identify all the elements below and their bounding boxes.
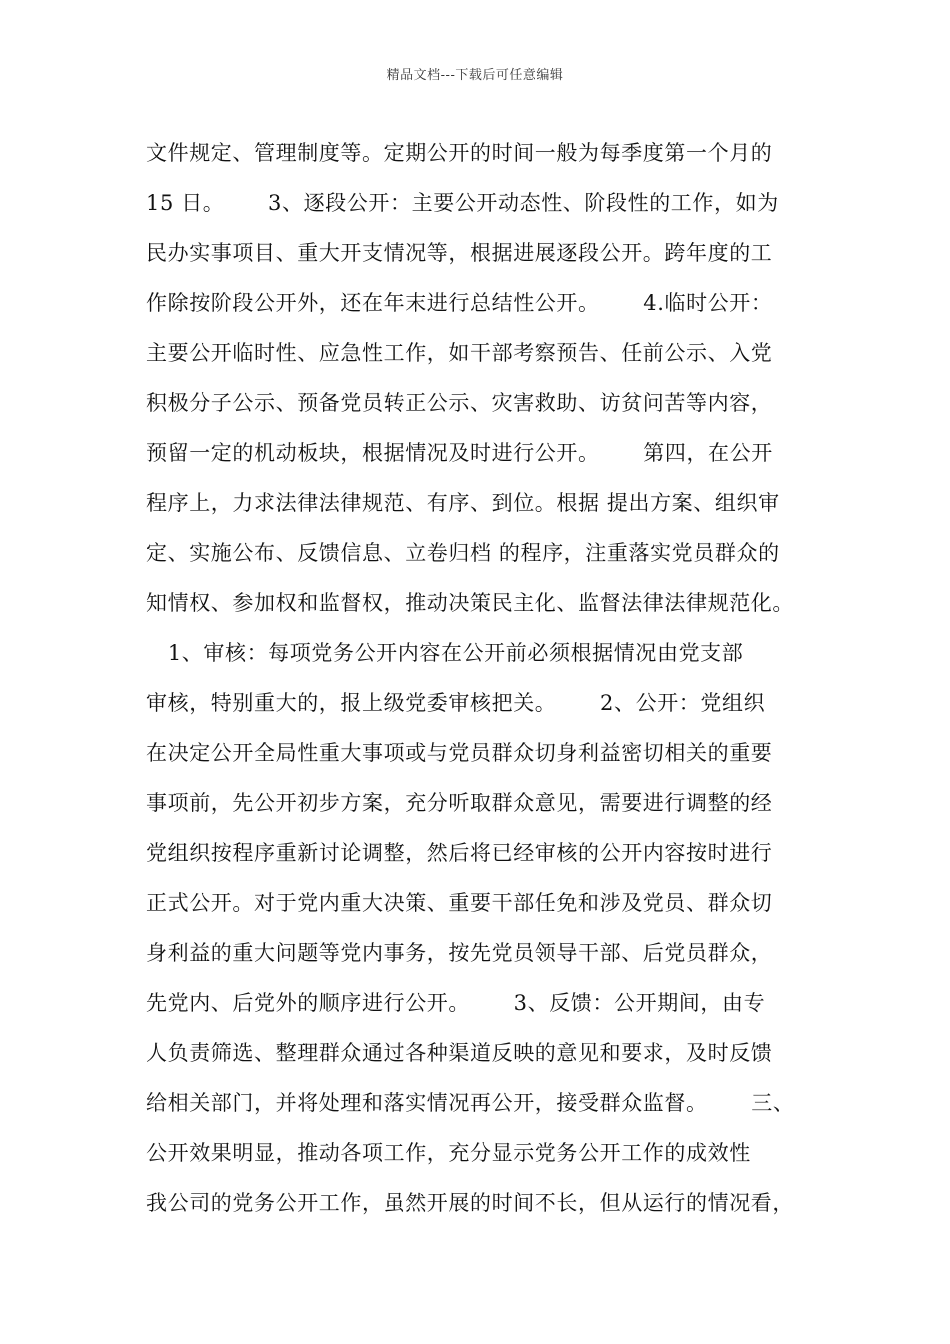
text-line: 主要公开临时性、应急性工作，如干部考察预告、任前公示、入党 <box>146 341 773 365</box>
text-line: 正式公开。对于党内重大决策、重要干部任免和涉及党员、群众切 <box>146 891 773 915</box>
text-line: 在决定公开全局性重大事项或与党员群众切身利益密切相关的重要 <box>146 741 773 765</box>
text-line: 定、实施公布、反馈信息、立卷归档 的程序，注重落实党员群众的 <box>146 541 780 565</box>
text-line: 党组织按程序重新讨论调整，然后将已经审核的公开内容按时进行 <box>146 841 773 865</box>
text-line: 公开效果明显，推动各项工作，充分显示党务公开工作的成效性 <box>146 1141 751 1165</box>
text-line: 给相关部门，并将处理和落实情况再公开，接受群众监督。 三、 <box>146 1091 795 1115</box>
text-line: 预留一定的机动板块，根据情况及时进行公开。 第四，在公开 <box>146 441 773 465</box>
text-line: 15 日。 3、逐段公开：主要公开动态性、阶段性的工作，如为 <box>146 191 779 215</box>
text-line: 我公司的党务公开工作，虽然开展的时间不长，但从运行的情况看， <box>146 1191 794 1215</box>
text-line: 1、审核：每项党务公开内容在公开前必须根据情况由党支部 <box>146 641 744 665</box>
page-header: 精品文档---下载后可任意编辑 <box>386 68 564 83</box>
text-line: 积极分子公示、预备党员转正公示、灾害救助、访贫问苦等内容， <box>146 391 773 415</box>
text-line: 文件规定、管理制度等。定期公开的时间一般为每季度第一个月的 <box>146 141 773 165</box>
text-line: 知情权、参加权和监督权，推动决策民主化、监督法律法律规范化。 <box>146 591 794 615</box>
text-line: 先党内、后党外的顺序进行公开。 3、反馈：公开期间，由专 <box>146 991 766 1015</box>
text-line: 民办实事项目、重大开支情况等，根据进展逐段公开。跨年度的工 <box>146 241 773 265</box>
text-line: 事项前，先公开初步方案，充分听取群众意见，需要进行调整的经 <box>146 791 773 815</box>
text-line: 程序上，力求法律法律规范、有序、到位。根据 提出方案、组织审 <box>146 491 780 515</box>
text-line: 身利益的重大问题等党内事务，按先党员领导干部、后党员群众， <box>146 941 773 965</box>
text-line: 人负责筛选、整理群众通过各种渠道反映的意见和要求，及时反馈 <box>146 1041 773 1065</box>
text-line: 审核，特别重大的，报上级党委审核把关。 2、公开：党组织 <box>146 691 766 715</box>
document-body <box>146 128 836 1228</box>
text-line: 作除按阶段公开外，还在年末进行总结性公开。 4.临时公开： <box>146 291 773 315</box>
